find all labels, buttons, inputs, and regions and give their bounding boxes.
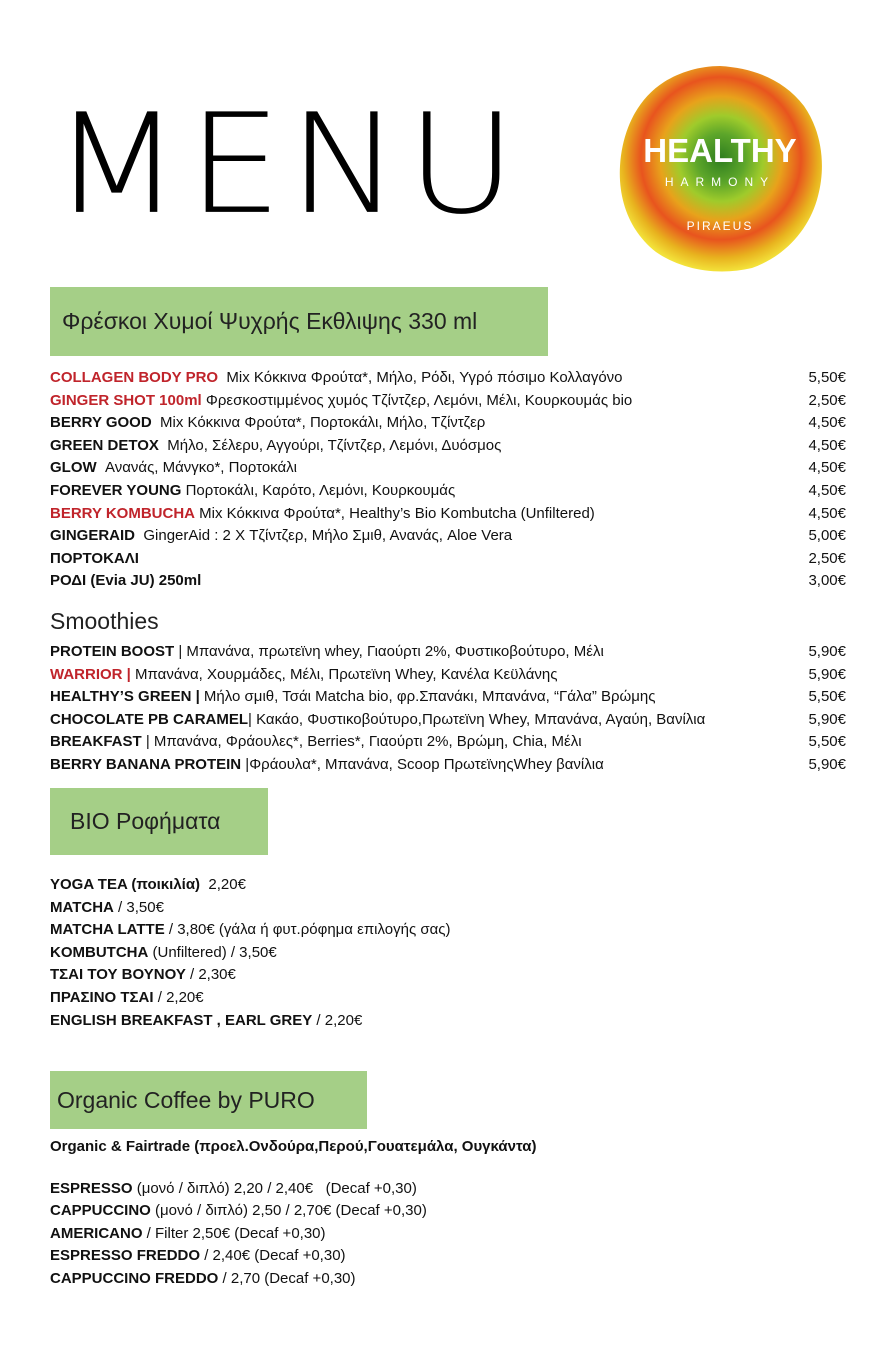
item-name: BREAKFAST [50, 733, 142, 751]
item-description: Μήλο σμιθ, Τσάι Matcha bio, φρ.Σπανάκι, Μπανάνα, “Γάλα” Βρώμης [199, 688, 656, 706]
item-name: ΠΟΡΤΟΚΑΛΙ [50, 549, 139, 567]
menu-item [50, 641, 846, 663]
item-price: 2,50€ [808, 391, 846, 409]
item-description: Μήλο, Σέλερυ, Αγγούρι, Τζίντζερ, Λεμόνι, Δυόσμος [158, 436, 502, 454]
item-name: ΠΡΑΣΙΝΟ ΤΣΑΙ [50, 989, 154, 1006]
bio-heading: BIO Ροφήματα [50, 788, 268, 855]
logo-location: PIRAEUS [686, 219, 754, 233]
item-description: | Κακάο, Φυστικοβούτυρο,Πρωτεϊνη Whey, Μπανάνα, Αγαύη, Βανίλια [248, 710, 706, 728]
item-name: ΡΟΔΙ (Evia JU) 250ml [50, 572, 202, 590]
item-description: Μπανάνα, Χουρμάδες, Μέλι, Πρωτεϊνη Whey, Κανέλα Κεϋλάνης [130, 665, 558, 683]
menu-item [50, 964, 236, 986]
item-name: KOMBUTCHA [50, 943, 149, 961]
menu-item [50, 942, 277, 964]
item-description: / 2,20€ [153, 989, 204, 1006]
menu-item [50, 664, 846, 686]
item-price: 4,50€ [808, 436, 846, 454]
menu-item [50, 686, 846, 708]
smoothies-heading: Smoothies [50, 608, 159, 634]
item-name: GINGERAID [50, 527, 136, 545]
menu-item [50, 754, 846, 776]
menu-item [50, 1245, 346, 1267]
item-description: / 2,30€ [185, 966, 236, 984]
item-description: Mix Κόκκινα Φρούτα*, Μήλο, Ρόδι, Υγρό πόσιμο Κολλαγόνο [218, 369, 623, 386]
item-price: 5,50€ [808, 733, 846, 751]
item-name: PROTEIN BOOST [50, 643, 175, 660]
item-description: Mix Κόκκινα Φρούτα*, Πορτοκάλι, Μήλο, Τζίντζερ [151, 414, 486, 432]
menu-item [50, 1268, 356, 1290]
item-description: (Unfiltered) / 3,50€ [148, 943, 277, 961]
item-name: COLLAGEN BODY PRO [50, 369, 219, 386]
item-price: 5,90€ [808, 710, 846, 728]
item-description: (μονό / διπλό) 2,50 / 2,70€ (Decaf +0,30) [150, 1202, 427, 1220]
item-name: CHOCOLATE PB CARAMEL [50, 710, 249, 728]
menu-item [50, 435, 846, 457]
item-description: Φρεσκοστιμμένος χυμός Τζίντζερ, Λεμόνι, Μέλι, Κουρκουμάς bio [201, 391, 633, 409]
menu-item [50, 897, 164, 919]
item-price: 4,50€ [808, 482, 846, 499]
item-description: / 3,80€ (γάλα ή φυτ.ρόφημα επιλογής σας) [164, 921, 451, 939]
item-price: 5,90€ [808, 665, 846, 683]
item-name: ENGLISH BREAKFAST , EARL GREY [50, 1011, 313, 1029]
item-name: YOGA TEA (ποικιλία) [50, 876, 201, 893]
menu-item [50, 874, 246, 896]
item-name: GLOW [50, 459, 97, 477]
item-name: GINGER SHOT 100ml [50, 391, 202, 409]
item-price: 2,50€ [808, 549, 846, 567]
item-description: |Φράουλα*, Μπανάνα, Scoop ΠρωτεϊνηςWhey βανίλια [241, 756, 604, 773]
item-name: FOREVER YOUNG [50, 482, 182, 499]
menu-item [50, 525, 846, 547]
item-description: | Μπανάνα, πρωτεϊνη whey, Γιαούρτι 2%, Φυστικοβούτυρο, Μέλι [174, 643, 604, 660]
item-price: 4,50€ [808, 459, 846, 477]
menu-item [50, 731, 846, 753]
item-name: ΤΣΑΙ ΤΟΥ ΒΟΥΝΟΥ [50, 966, 186, 984]
item-name: GREEN DETOX [50, 436, 159, 454]
item-name: ESPRESSO [50, 1180, 133, 1197]
menu-item [50, 570, 846, 592]
logo-tagline: HARMONY [664, 175, 776, 189]
menu-item [50, 457, 846, 479]
healthy-harmony-logo [614, 62, 826, 274]
item-price: 3,00€ [808, 572, 846, 590]
menu-item [50, 1178, 417, 1200]
coffee-heading: Organic Coffee by PURO [50, 1071, 367, 1129]
menu-title: MENU [52, 84, 523, 246]
item-description: / 3,50€ [113, 898, 164, 916]
item-description: / 2,70 (Decaf +0,30) [218, 1269, 356, 1287]
item-description: GingerAid : 2 X Τζίντζερ, Μήλο Σμιθ, Ανανάς, Aloe Vera [135, 527, 513, 545]
menu-item [50, 548, 846, 570]
menu-item [50, 1010, 362, 1032]
item-price: 5,90€ [808, 756, 846, 773]
menu-item [50, 1223, 326, 1245]
menu-item [50, 367, 846, 389]
item-description: Ανανάς, Μάνγκο*, Πορτοκάλι [96, 459, 298, 477]
item-price: 5,50€ [808, 369, 846, 386]
item-description: Πορτοκάλι, Καρότο, Λεμόνι, Κουρκουμάς [181, 482, 456, 499]
menu-item [50, 480, 846, 502]
menu-item [50, 1200, 427, 1222]
menu-item [50, 987, 204, 1009]
item-name: MATCHA LATTE [50, 921, 165, 939]
menu-item [50, 503, 846, 525]
item-name: AMERICANO [50, 1224, 143, 1242]
menu-item [50, 390, 846, 412]
menu-item [50, 709, 846, 731]
item-name: BERRY BANANA PROTEIN [50, 756, 242, 773]
item-name: BERRY GOOD [50, 414, 152, 432]
item-price: 5,50€ [808, 688, 846, 706]
item-name: WARRIOR | [50, 665, 131, 683]
item-description: / 2,40€ (Decaf +0,30) [200, 1247, 346, 1265]
item-name: BERRY KOMBUCHA [50, 504, 196, 522]
item-description: / Filter 2,50€ (Decaf +0,30) [142, 1224, 326, 1242]
item-description: (μονό / διπλό) 2,20 / 2,40€ (Decaf +0,30) [132, 1180, 417, 1197]
coffee-origin: Organic & Fairtrade (προελ.Ονδούρα,Περού,Γουατεμάλα, Ουγκάντα) [50, 1138, 537, 1155]
item-description: Mix Κόκκινα Φρούτα*, Healthy’s Bio Kombutcha (Unfiltered) [195, 504, 595, 522]
item-description: / 2,20€ [312, 1011, 363, 1029]
item-price: 4,50€ [808, 504, 846, 522]
item-description: 2,20€ [200, 876, 246, 893]
menu-item [50, 919, 451, 941]
logo-brand: HEALTHY [643, 132, 797, 169]
item-name: CAPPUCCINO FREDDO [50, 1269, 219, 1287]
item-name: MATCHA [50, 898, 114, 916]
item-price: 5,90€ [808, 643, 846, 660]
menu-item [50, 412, 846, 434]
item-price: 4,50€ [808, 414, 846, 432]
item-name: CAPPUCCINO [50, 1202, 151, 1220]
item-price: 5,00€ [808, 527, 846, 545]
item-description: | Μπανάνα, Φράουλες*, Berries*, Γιαούρτι 2%, Βρώμη, Chia, Μέλι [141, 733, 582, 751]
item-name: HEALTHY’S GREEN | [50, 688, 200, 706]
juices-heading: Φρέσκοι Χυμοί Ψυχρής Εκθλιψης 330 ml [50, 287, 548, 356]
item-name: ESPRESSO FREDDO [50, 1247, 201, 1265]
